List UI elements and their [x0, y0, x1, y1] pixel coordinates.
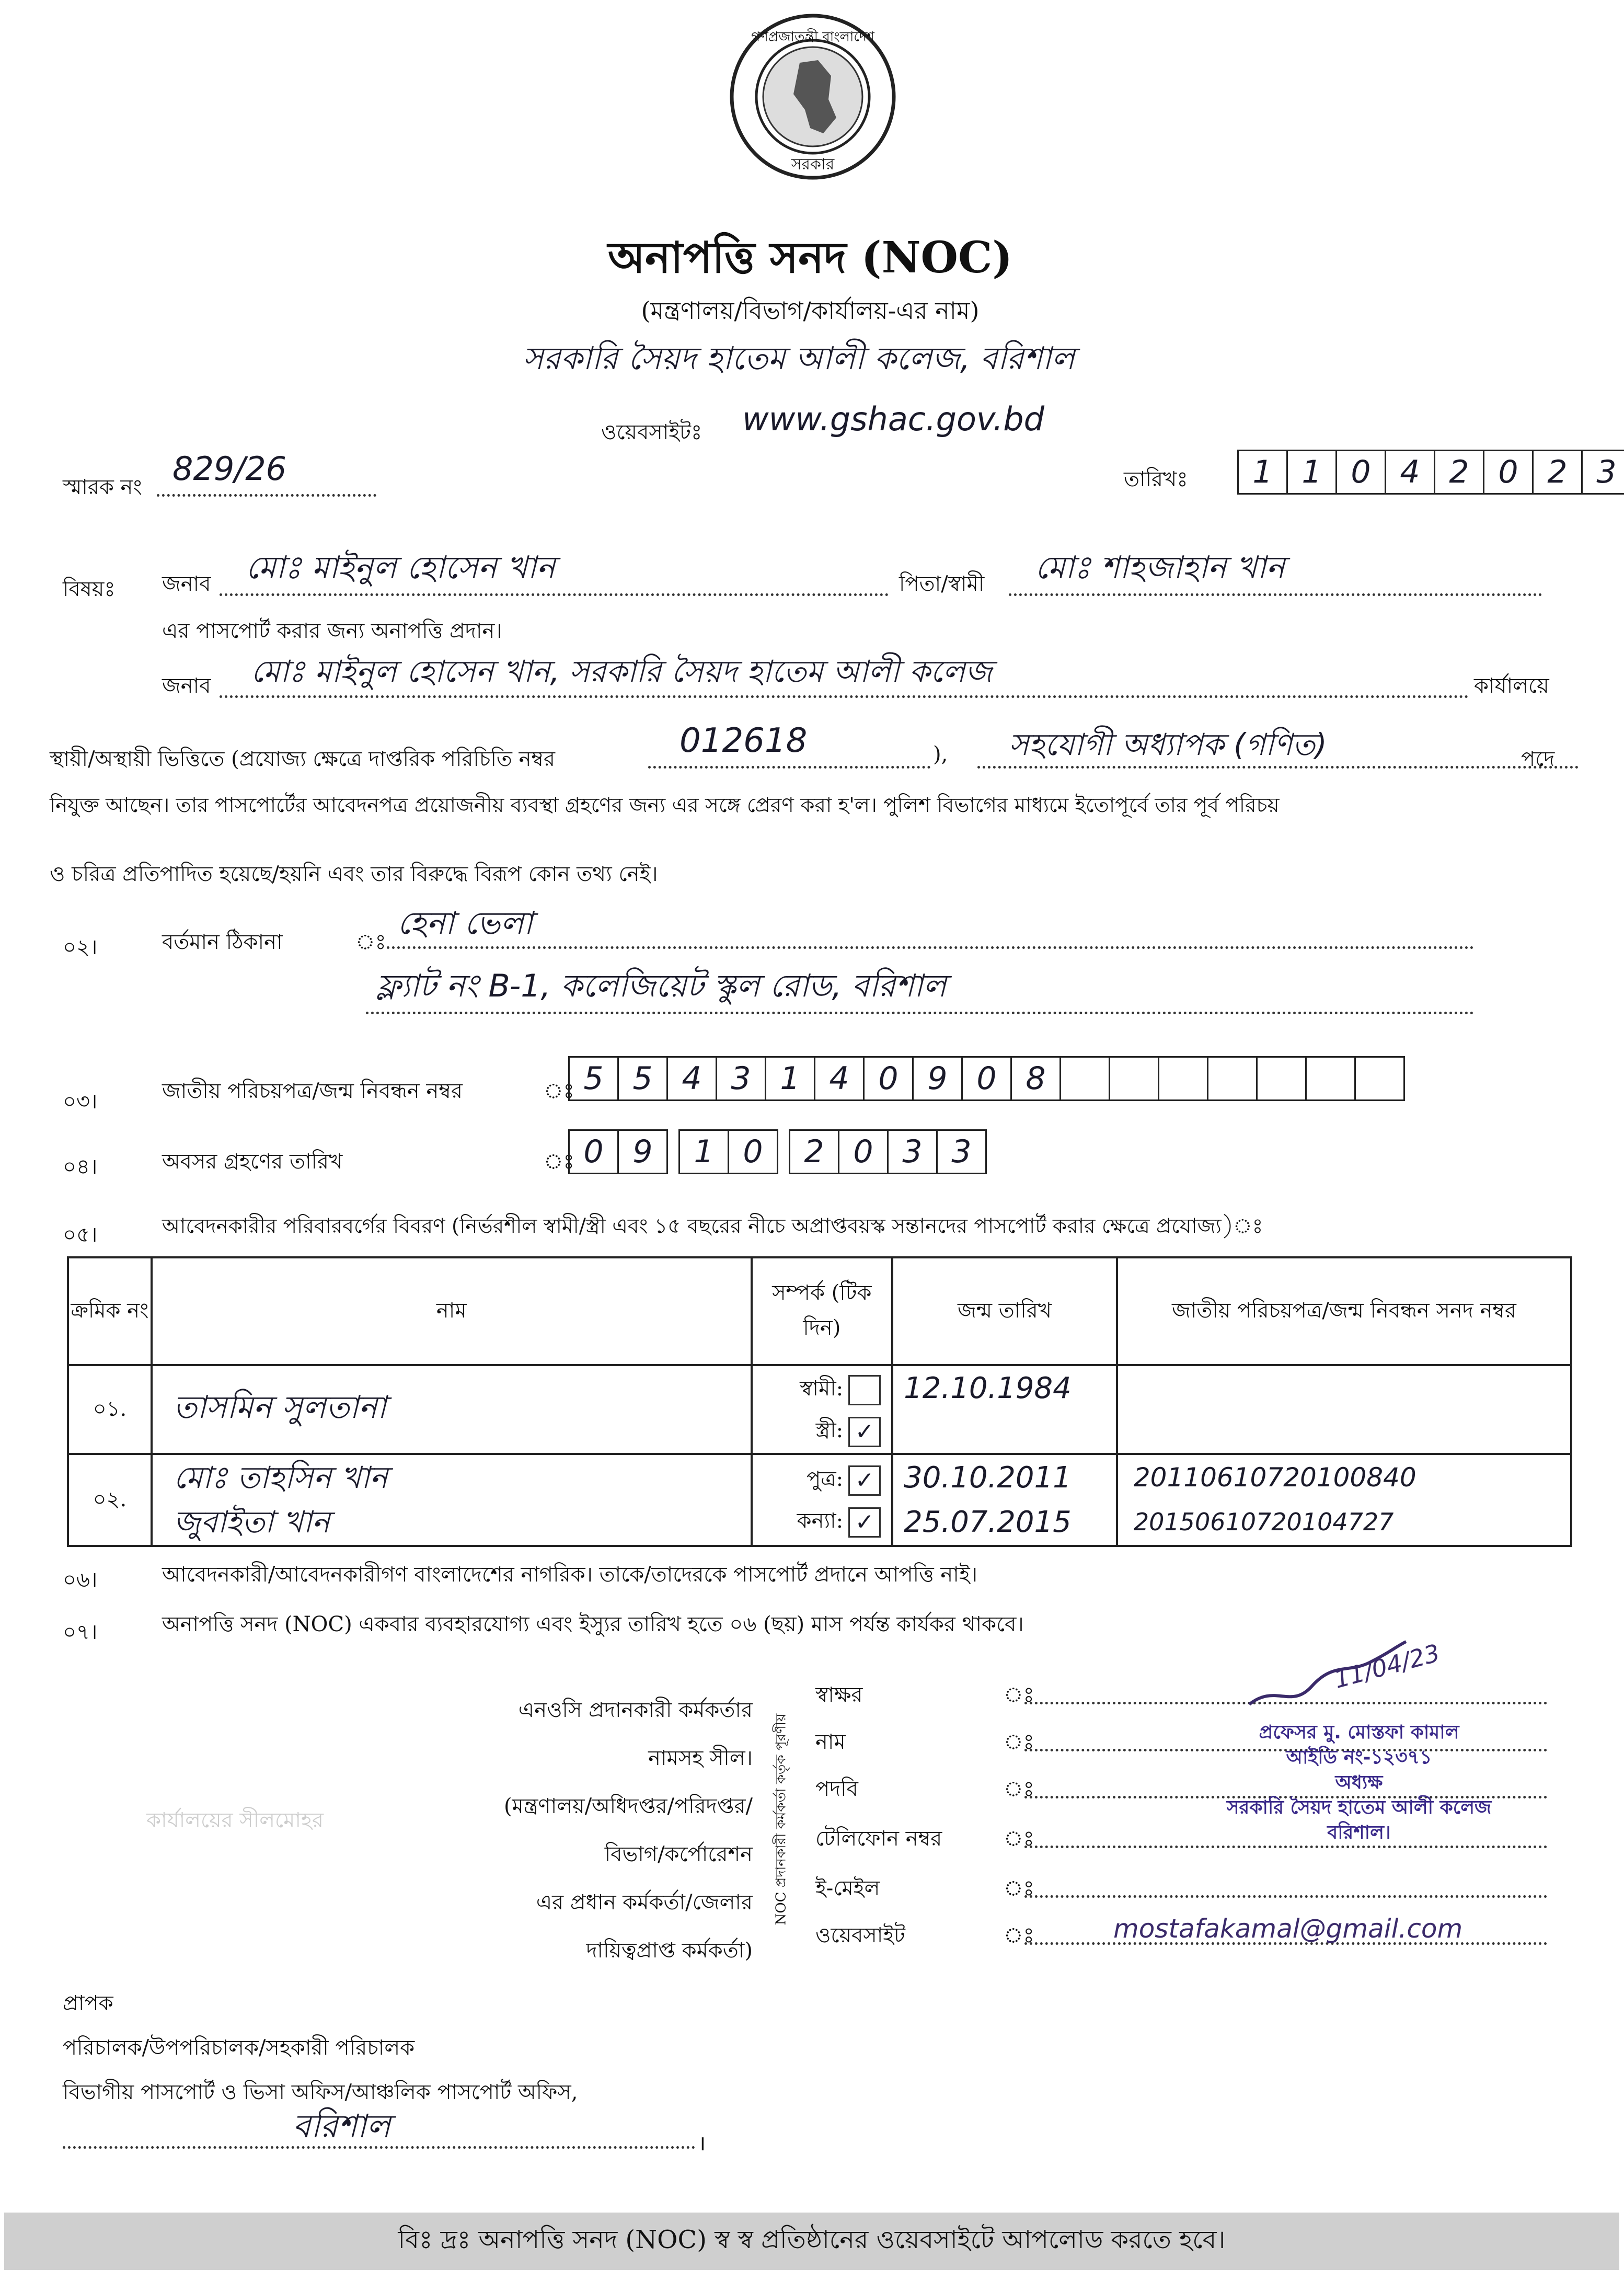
id-value: 20110610720100840 — [1133, 1462, 1416, 1493]
issuer-left-line: বিভাগ/কর্পোরেশন — [604, 1842, 753, 1866]
item-02-number: ০২। — [63, 935, 98, 959]
recipient-office: বিভাগীয় পাসপোর্ট ও ভিসা অফিস/আঞ্চলিক পাসপোর্ট অফিস, — [63, 2080, 578, 2104]
relation-checkbox[interactable]: ✓ — [848, 1465, 881, 1496]
ministry-label: (মন্ত্রণালয়/বিভাগ/কার্যালয়-এর নাম) — [641, 296, 980, 325]
dob-cell — [892, 1454, 1117, 1546]
item-04-number: ০৪। — [63, 1155, 98, 1179]
issuer-left-line: নামসহ সীল। — [648, 1746, 753, 1770]
stamp-designation: অধ্যক্ষ — [1335, 1772, 1383, 1793]
validity-statement: অনাপত্তি সনদ (NOC) একবার ব্যবহারযোগ্য এবং ইস্যুর তারিখ হতে ০৬ (ছয়) মাস পর্যন্ত কার্যকর থাকবে। — [162, 1612, 1024, 1636]
relation-cell — [752, 1365, 893, 1454]
body-line2-mid: ), — [933, 742, 948, 766]
website-label: ওয়েবসাইটঃ — [601, 420, 702, 444]
relation-cell — [752, 1454, 893, 1546]
issuer-field-colon: ঃ — [1004, 1876, 1034, 1900]
footer-note: বিঃ দ্রঃ অনাপত্তি সনদ (NOC) স্ব স্ব প্রতিষ্ঠানের ওয়েবসাইটে আপলোড করতে হবে। — [398, 2225, 1226, 2254]
table-header-row — [68, 1257, 1571, 1365]
date-digit: 2 — [1434, 450, 1484, 495]
column-header: ক্রমিক নং — [68, 1257, 152, 1365]
date-digit: 2 — [1532, 450, 1583, 495]
nid-boxes — [570, 1056, 1405, 1101]
signature-scribble — [1244, 1636, 1411, 1720]
issuer-field-label: নাম — [815, 1730, 846, 1754]
family-heading: আবেদনকারীর পরিবারবর্গের বিবরণ (নির্ভরশীল স্বামী/স্ত্রী এবং ১৫ বছরের নীচে অপ্রাপ্তবয়স্ক সন্তানদের পাসপোর্ট করার ক্ষেত্রে প্রযোজ্য)ঃ — [162, 1215, 1263, 1238]
nid-digit: 5 — [568, 1056, 619, 1101]
id-number-line — [648, 766, 930, 769]
address-line1 — [387, 946, 1474, 949]
stamp-name: প্রফেসর মু. মোস্তফা কামাল — [1259, 1722, 1459, 1743]
seal-top-text: গণপ্রজাতন্ত্রী বাংলাদেশ — [751, 29, 874, 45]
issuer-email-value: mostafakamal@gmail.com — [1113, 1914, 1463, 1944]
subject-label: বিষয়ঃ — [63, 577, 116, 601]
relation-option[interactable] — [753, 1368, 881, 1410]
subject-janab: জনাব — [162, 572, 211, 596]
signature-date: 11/04/23 — [1331, 1639, 1443, 1694]
item-05-number: ০৫। — [63, 1223, 98, 1247]
issuer-left-text — [429, 1686, 753, 1975]
column-header: সম্পর্ক (টিক দিন) — [752, 1257, 893, 1365]
address-line2 — [366, 1012, 1474, 1014]
retirement-digit: 2 — [789, 1129, 839, 1174]
issuer-field-colon: ঃ — [1004, 1827, 1034, 1851]
date-boxes — [1239, 450, 1624, 495]
table-row — [68, 1365, 1571, 1454]
body-line3: নিযুক্ত আছেন। তার পাসপোর্টের আবেদনপত্র প্রয়োজনীয় ব্যবস্থা গ্রহণের জন্য এর সঙ্গে প্রেরণ করা হ'ল। পুলিশ বিভাগের মাধ্যমে ইতোপূর্বে তার পূর্ব পরিচয় — [50, 794, 1280, 817]
retirement-digit: 1 — [678, 1129, 729, 1174]
nid-digit: 5 — [617, 1056, 668, 1101]
date-digit: 1 — [1237, 450, 1288, 495]
relation-option[interactable] — [753, 1500, 881, 1542]
date-label: তারিখঃ — [1124, 467, 1188, 491]
column-header: জাতীয় পরিচয়পত্র/জন্ম নিবন্ধন সনদ নম্বর — [1117, 1257, 1571, 1365]
nid-digit — [1207, 1056, 1258, 1101]
issuer-field-name — [815, 1725, 846, 1760]
retirement-boxes — [570, 1129, 987, 1174]
issuer-field-label: টেলিফোন নম্বর — [815, 1827, 942, 1851]
issuer-field-signature — [815, 1678, 862, 1713]
date-digit: 1 — [1286, 450, 1337, 495]
family-table — [67, 1256, 1572, 1547]
nid-digit — [1158, 1056, 1208, 1101]
item-03-number: ০৩। — [63, 1090, 98, 1114]
dob-value: 30.10.2011 — [904, 1461, 1072, 1495]
issuer-field-label: ওয়েবসাইট — [815, 1923, 905, 1947]
serial-cell: ০১. — [68, 1365, 152, 1454]
item-06-number: ০৬। — [63, 1568, 98, 1592]
issuer-left-line: (মন্ত্রণালয়/অধিদপ্তর/পরিদপ্তর/ — [503, 1794, 753, 1818]
subject-line2: এর পাসপোর্ট করার জন্য অনাপত্তি প্রদান। — [162, 619, 502, 643]
recipient-designation: পরিচালক/উপপরিচালক/সহকারী পরিচালক — [63, 2036, 415, 2060]
item-07-number: ০৭। — [63, 1620, 98, 1644]
column-header: জন্ম তারিখ — [892, 1257, 1117, 1365]
email-line — [1024, 1895, 1547, 1898]
issuer-left-line: দায়িত্বপ্রাপ্ত কর্মকর্তা) — [586, 1939, 753, 1963]
retirement-digit: 3 — [936, 1129, 987, 1174]
father-name-value: মোঃ শাহজাহান খান — [1035, 549, 1285, 586]
issuer-field-designation — [815, 1772, 858, 1807]
vertical-noc-label: NOC প্রদানকারী কর্মকর্তা কর্তৃক পূরণীয় — [773, 1713, 789, 1926]
stamp-org: সরকারি সৈয়দ হাতেম আলী কলেজ — [1226, 1797, 1492, 1818]
dob-cell — [892, 1365, 1117, 1454]
dob-value: 12.10.1984 — [904, 1371, 1072, 1405]
recipient-heading: প্রাপক — [63, 1991, 113, 2015]
nid-digit — [1109, 1056, 1159, 1101]
member-name: জুবাইতা খান — [173, 1504, 330, 1540]
dob-value: 25.07.2015 — [904, 1505, 1072, 1539]
column-header: নাম — [152, 1257, 752, 1365]
nid-label: জাতীয় পরিচয়পত্র/জন্ম নিবন্ধন নম্বর — [162, 1079, 463, 1103]
retirement-digit: 3 — [887, 1129, 938, 1174]
post-suffix: পদে — [1521, 747, 1555, 771]
nid-digit: 8 — [1010, 1056, 1061, 1101]
memo-value: 829/26 — [172, 450, 287, 488]
issuer-field-label: ই-মেইল — [815, 1876, 880, 1900]
nid-digit — [1059, 1056, 1110, 1101]
retirement-digit: 9 — [617, 1129, 668, 1174]
issuer-field-colon: ঃ — [1004, 1923, 1034, 1947]
issuer-field-colon: ঃ — [1004, 1683, 1034, 1707]
office-suffix: কার্যালয়ে — [1474, 674, 1549, 698]
relation-option[interactable] — [753, 1410, 881, 1451]
member-name: তাসমিন সুলতানা — [173, 1389, 387, 1426]
government-seal — [727, 10, 899, 183]
id-cell — [1117, 1454, 1571, 1546]
date-digit: 4 — [1385, 450, 1435, 495]
body-janab: জনাব — [162, 674, 211, 698]
nid-digit: 0 — [863, 1056, 914, 1101]
relation-checkbox[interactable] — [848, 1375, 881, 1405]
nid-colon: ঃ — [544, 1079, 574, 1103]
relation-label: স্বামী: — [800, 1377, 844, 1401]
id-value: 20150610720104727 — [1133, 1508, 1394, 1536]
issuer-field-colon: ঃ — [1004, 1777, 1034, 1801]
retirement-label: অবসর গ্রহণের তারিখ — [162, 1150, 343, 1174]
office-name-value: সরকারি সৈয়দ হাতেম আলী কলেজ, বরিশাল — [523, 340, 1075, 377]
issuer-field-website — [815, 1919, 905, 1954]
citizenship-statement: আবেদনকারী/আবেদনকারীগণ বাংলাদেশের নাগরিক। তাকে/তাদেরকে পাসপোর্ট প্রদানে আপত্তি নাই। — [162, 1563, 978, 1587]
official-id-value: 012618 — [679, 721, 808, 760]
website-value: www.gshac.gov.bd — [742, 400, 1044, 438]
stamp-city: বরিশাল। — [1327, 1822, 1391, 1843]
recipient-end: । — [698, 2132, 706, 2156]
issuer-field-phone — [815, 1822, 942, 1857]
table-row — [68, 1454, 1571, 1546]
issuer-left-line: এনওসি প্রদানকারী কর্মকর্তার — [518, 1698, 753, 1722]
nid-digit — [1256, 1056, 1307, 1101]
body-line4: ও চরিত্র প্রতিপাদিত হয়েছে/হয়নি এবং তার বিরুদ্ধে বিরূপ কোন তথ্য নেই। — [50, 862, 658, 886]
vertical-noc-label-box — [768, 1678, 794, 1961]
stamp-id: আইডি নং-১২৩৭১ — [1286, 1747, 1432, 1768]
post-value: সহযোগী অধ্যাপক (গণিত) — [1009, 727, 1327, 762]
relation-label: পুত্র: — [807, 1467, 844, 1491]
serial-cell: ০২. — [68, 1454, 152, 1546]
issuer-field-colon: ঃ — [1004, 1730, 1034, 1754]
nid-digit: 3 — [716, 1056, 766, 1101]
address-line1-value: হেনা ভেলা — [397, 905, 533, 942]
id-cell — [1117, 1365, 1571, 1454]
nid-digit — [1354, 1056, 1405, 1101]
nid-digit: 9 — [912, 1056, 963, 1101]
nid-digit: 1 — [765, 1056, 815, 1101]
relation-option[interactable] — [753, 1458, 881, 1500]
date-digit: 0 — [1483, 450, 1534, 495]
nid-digit — [1305, 1056, 1356, 1101]
page-title: অনাপত্তি সনদ (NOC) — [607, 233, 1013, 283]
applicant-name-value: মোঃ মাইনুল হোসেন খান — [246, 549, 556, 586]
relation-label: কন্যা: — [797, 1509, 844, 1533]
phone-line — [1024, 1846, 1547, 1848]
address-label: বর্তমান ঠিকানা — [162, 930, 283, 954]
nid-digit: 4 — [814, 1056, 865, 1101]
retirement-digit: 0 — [838, 1129, 889, 1174]
issuer-left-line: এর প্রধান কর্মকর্তা/জেলার — [536, 1891, 753, 1915]
issuer-field-label: স্বাক্ষর — [815, 1683, 863, 1707]
relation-checkbox[interactable]: ✓ — [848, 1417, 881, 1447]
nid-digit: 0 — [961, 1056, 1012, 1101]
body-line2-prefix: স্থায়ী/অস্থায়ী ভিত্তিতে (প্রযোজ্য ক্ষেত্রে দাপ্তরিক পরিচিতি নম্বর — [50, 747, 556, 771]
date-digit: 0 — [1335, 450, 1386, 495]
issuer-field-email — [815, 1872, 880, 1907]
recipient-city-value: বরিশাল — [293, 2107, 391, 2145]
member-name: মোঃ তাহসিন খান — [173, 1460, 388, 1495]
address-line2-value: ফ্ল্যাট নং B-1, কলেজিয়েট স্কুল রোড, বরিশাল — [376, 968, 947, 1004]
retirement-colon: ঃ — [544, 1150, 574, 1174]
member-name-cell — [152, 1365, 752, 1454]
official-stamp — [1192, 1720, 1526, 1846]
father-label: পিতা/স্বামী — [899, 572, 985, 596]
nid-digit: 4 — [666, 1056, 717, 1101]
retirement-digit: 0 — [728, 1129, 778, 1174]
address-colon: ঃ — [355, 930, 386, 954]
office-seal-placeholder: কার্যালয়ের সীলমোহর — [146, 1808, 324, 1832]
memo-dotted-line — [157, 494, 376, 497]
date-digit: 3 — [1581, 450, 1624, 495]
member-name-cell — [152, 1454, 752, 1546]
footer-note-bar — [4, 2213, 1619, 2270]
body-name-office-value: মোঃ মাইনুল হোসেন খান, সরকারি সৈয়দ হাতেম আলী কলেজ — [251, 654, 993, 689]
relation-checkbox[interactable]: ✓ — [848, 1507, 881, 1538]
seal-bottom-text: সরকার — [791, 155, 835, 174]
relation-label: স্ত্রী: — [815, 1418, 844, 1442]
memo-label: স্মারক নং — [63, 475, 142, 499]
retirement-digit: 0 — [568, 1129, 619, 1174]
issuer-field-label: পদবি — [815, 1777, 858, 1801]
